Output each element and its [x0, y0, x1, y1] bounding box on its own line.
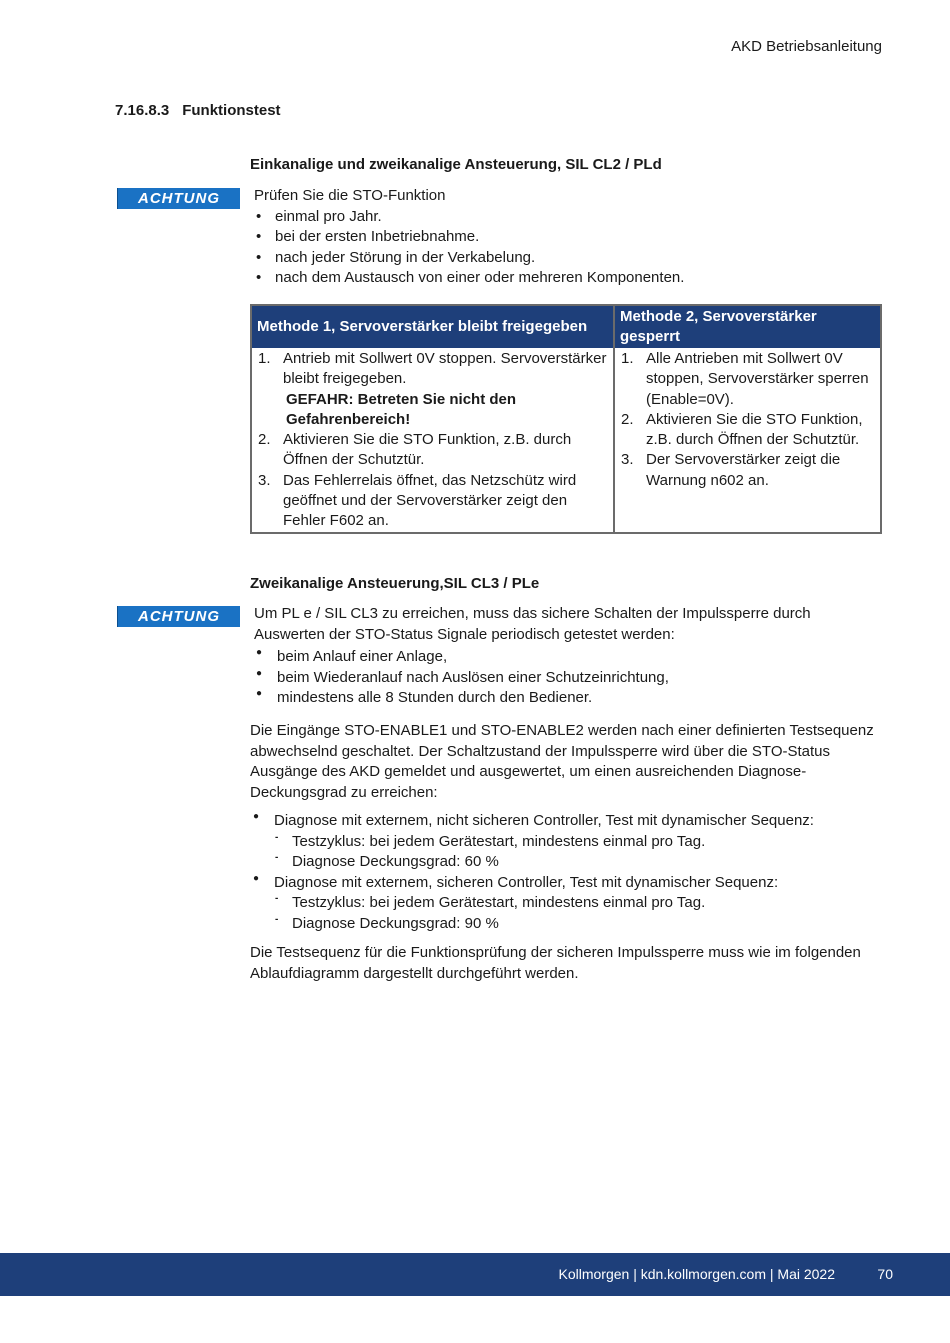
footer-bar: [0, 1253, 950, 1296]
page-number: 70: [877, 1266, 893, 1282]
step-item: [256, 349, 609, 430]
step-text: Der Servoverstärker zeigt die Warnung n602 an.: [646, 451, 841, 489]
step-number: 2.: [258, 431, 271, 449]
step-item: [619, 410, 876, 451]
step-number: 1.: [258, 350, 271, 367]
list-item: • einmal pro Jahr.: [250, 207, 874, 228]
step-number: 1.: [621, 350, 634, 367]
sub-list-item: - Diagnose Deckungsgrad: 90 %: [274, 914, 882, 935]
table-cell-method-2: [615, 348, 880, 532]
step-text: Aktivieren Sie die STO Funktion, z.B. durch Öffnen der Schutztür.: [283, 431, 572, 469]
footer-text: Kollmorgen | kdn.kollmorgen.com | Mai 2022: [558, 1266, 835, 1282]
section-heading: [115, 102, 281, 119]
achtung-badge: ACHTUNG: [117, 606, 240, 627]
diagnosis-title: Diagnose mit externem, nicht sicheren Controller, Test mit dynamischer Sequenz:: [274, 812, 814, 829]
sub-list-item: - Diagnose Deckungsgrad: 60 %: [274, 852, 882, 873]
list-item: • nach jeder Störung in der Verkabelung.: [250, 248, 874, 269]
step-text: Antrieb mit Sollwert 0V stoppen. Servoverstärker bleibt freigegeben.: [283, 350, 607, 388]
step-number: 3.: [621, 451, 634, 469]
notice-block-2: [254, 604, 876, 709]
step-text: Das Fehlerrelais öffnet, das Netzschütz wird geöffnet und der Servoverstärker zeigt den Fehler F602 an.: [283, 471, 577, 530]
body-paragraph: Die Eingänge STO-ENABLE1 und STO-ENABLE2 werden nach einer definierten Testsequenz abwechselnd geschaltet. Der Schaltzustand der Impulssperre wird über die STO-Status Ausgänge des AKD gemeldet und ausgewertet, um einen ausreichenden Diagnose-Deckungsgrad zu erreichen:: [250, 722, 874, 801]
sub-list-item: - Testzyklus: bei jedem Gerätestart, mindestens einmal pro Tag.: [274, 893, 882, 914]
table-header-method-1: Methode 1, Servoverstärker bleibt freigegeben: [252, 306, 615, 348]
list-item: ● beim Wiederanlauf nach Auslösen einer Schutzeinrichtung,: [252, 668, 876, 689]
notice-intro: Prüfen Sie die STO-Funktion: [254, 187, 446, 204]
achtung-badge: ACHTUNG: [117, 188, 240, 209]
list-item: ● mindestens alle 8 Stunden durch den Bediener.: [252, 688, 876, 709]
section-number: 7.16.8.3: [115, 102, 170, 119]
test-occasion-list: [252, 647, 876, 709]
list-item: [249, 811, 882, 873]
document-title: AKD Betriebsanleitung: [731, 38, 882, 55]
step-text: Alle Antrieben mit Sollwert 0V stoppen, Servoverstärker sperren (Enable=0V).: [646, 350, 869, 408]
diagnosis-title: Diagnose mit externem, sicheren Controller, Test mit dynamischer Sequenz:: [274, 873, 779, 891]
table-cell-method-1: [252, 348, 615, 532]
check-list: [250, 207, 874, 289]
subheading-sil2: Einkanalige und zweikanalige Ansteuerung, SIL CL2 / PLd: [250, 156, 662, 173]
section-title: Funktionstest: [182, 102, 281, 119]
step-item: [619, 349, 876, 410]
diagnosis-list: [250, 811, 882, 934]
danger-warning: GEFAHR: Betreten Sie nicht den Gefahrenbereich!: [286, 390, 517, 428]
step-item: [256, 471, 609, 532]
notice-block-1: [254, 186, 874, 289]
step-number: 3.: [258, 471, 271, 489]
notice-intro: Um PL e / SIL CL3 zu erreichen, muss das sichere Schalten der Impulssperre durch Auswerten der STO-Status Signale periodisch getestet werden:: [254, 605, 811, 643]
subheading-sil3: Zweikanalige Ansteuerung,SIL CL3 / PLe: [250, 575, 540, 592]
method-table: [250, 304, 882, 534]
sub-list-item: - Testzyklus: bei jedem Gerätestart, mindestens einmal pro Tag.: [274, 832, 882, 853]
table-header-method-2: Methode 2, Servoverstärker gesperrt: [615, 306, 880, 348]
step-item: [256, 430, 609, 471]
step-text: Aktivieren Sie die STO Funktion, z.B. durch Öffnen der Schutztür.: [646, 410, 863, 449]
step-item: [619, 450, 876, 491]
list-item: [249, 873, 882, 935]
list-item: ● beim Anlauf einer Anlage,: [252, 647, 876, 668]
step-number: 2.: [621, 410, 634, 428]
closing-paragraph: Die Testsequenz für die Funktionsprüfung der sicheren Impulssperre muss wie im folgenden Ablaufdiagramm dargestellt durchgeführt werden.: [250, 944, 861, 982]
list-item: • bei der ersten Inbetriebnahme.: [250, 227, 874, 248]
list-item: • nach dem Austausch von einer oder mehreren Komponenten.: [250, 268, 874, 289]
